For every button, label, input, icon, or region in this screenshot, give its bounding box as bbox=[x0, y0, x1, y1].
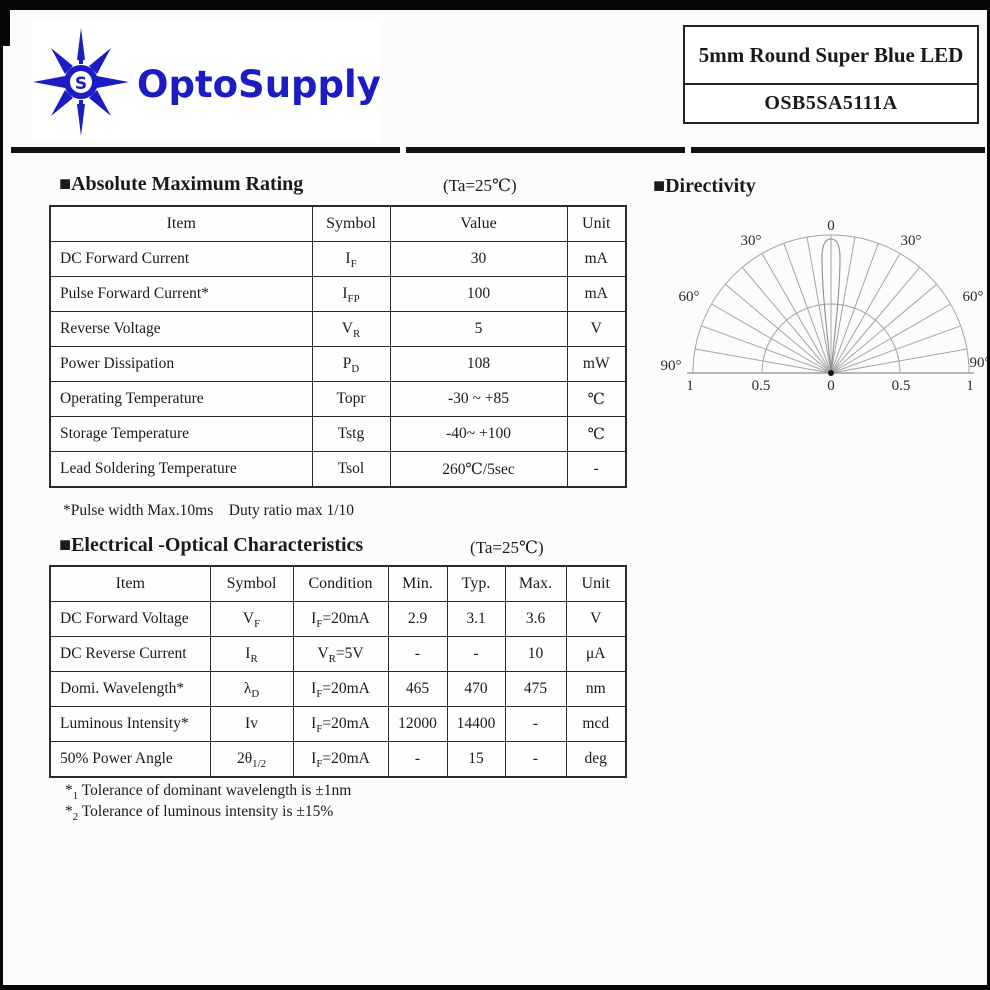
cell-item: Reverse Voltage bbox=[50, 312, 312, 347]
column-header: Value bbox=[390, 206, 567, 242]
abs-max-condition: (Ta=25℃) bbox=[443, 176, 517, 195]
cell-min: - bbox=[388, 742, 447, 778]
cell-cond: $I_F=20mA$ bbox=[293, 707, 388, 742]
cell-sym: Tsol bbox=[312, 452, 390, 488]
column-header: Unit bbox=[567, 206, 626, 242]
eo-footnotes bbox=[65, 782, 351, 824]
cell-cond: $I_F=20mA$ bbox=[293, 672, 388, 707]
table-row bbox=[50, 742, 626, 778]
cell-max: 10 bbox=[505, 637, 566, 672]
cell-sym: $P_D$ bbox=[312, 347, 390, 382]
table-row bbox=[50, 637, 626, 672]
abs-max-table bbox=[49, 205, 627, 488]
cell-cond: $I_F=20mA$ bbox=[293, 602, 388, 637]
abs-max-table-head bbox=[50, 206, 626, 242]
svg-text:S: S bbox=[74, 74, 88, 94]
column-header: Condition bbox=[293, 566, 388, 602]
cell-unit: ℃ bbox=[567, 382, 626, 417]
cell-typ: 15 bbox=[447, 742, 505, 778]
cell-typ: 14400 bbox=[447, 707, 505, 742]
product-title: 5mm Round Super Blue LED bbox=[685, 27, 977, 85]
cell-item: Pulse Forward Current* bbox=[50, 277, 312, 312]
column-header: Unit bbox=[566, 566, 626, 602]
cell-unit: nm bbox=[566, 672, 626, 707]
cell-value: -30 ~ +85 bbox=[390, 382, 567, 417]
table-row bbox=[50, 312, 626, 347]
directivity-polar-chart bbox=[643, 200, 990, 410]
header-divider bbox=[11, 147, 985, 153]
radial-label-0: 0 bbox=[827, 378, 835, 394]
eo-table bbox=[49, 565, 627, 778]
table-row bbox=[50, 452, 626, 488]
angle-label-0: 0 bbox=[827, 218, 835, 234]
cell-sym: Tstg bbox=[312, 417, 390, 452]
cell-unit: mA bbox=[567, 242, 626, 277]
column-header: Symbol bbox=[210, 566, 293, 602]
table-row bbox=[50, 382, 626, 417]
cell-unit: deg bbox=[566, 742, 626, 778]
table-row bbox=[50, 347, 626, 382]
cell-unit: ℃ bbox=[567, 417, 626, 452]
table-row bbox=[50, 242, 626, 277]
footnote-line: $*_1$ Tolerance of dominant wavelength is ±1nm bbox=[65, 782, 352, 803]
cell-item: Storage Temperature bbox=[50, 417, 312, 452]
cell-min: 2.9 bbox=[388, 602, 447, 637]
column-header: Symbol bbox=[312, 206, 390, 242]
cell-cond: $I_F=20mA$ bbox=[293, 742, 388, 778]
cell-value: 108 bbox=[390, 347, 567, 382]
column-header: Item bbox=[50, 206, 312, 242]
cell-unit: V bbox=[566, 602, 626, 637]
cell-cond: $V_R=5V$ bbox=[293, 637, 388, 672]
angle-label-30-left: 30° bbox=[740, 233, 762, 249]
cell-item: DC Reverse Current bbox=[50, 637, 210, 672]
cell-sym: $2\theta_{1/2}$ bbox=[210, 742, 293, 778]
part-number: OSB5SA5111A bbox=[764, 92, 898, 114]
table-row bbox=[50, 602, 626, 637]
table-row bbox=[50, 707, 626, 742]
polar-origin-dot bbox=[828, 370, 834, 376]
eo-condition: (Ta=25℃) bbox=[470, 538, 544, 557]
cell-sym: $\lambda_D$ bbox=[210, 672, 293, 707]
angle-label-90-left: 90° bbox=[660, 358, 682, 374]
abs-max-title: ■Absolute Maximum Rating bbox=[59, 173, 304, 195]
radial-label-1-right: 1 bbox=[966, 378, 974, 394]
cell-typ: 3.1 bbox=[447, 602, 505, 637]
table-row bbox=[50, 277, 626, 312]
cell-item: DC Forward Voltage bbox=[50, 602, 210, 637]
cell-max: 3.6 bbox=[505, 602, 566, 637]
eo-title: ■Electrical -Optical Characteristics bbox=[59, 534, 364, 556]
angle-label-60-left: 60° bbox=[678, 289, 700, 305]
optosupply-logo bbox=[31, 22, 381, 142]
cell-typ: 470 bbox=[447, 672, 505, 707]
footnote-line: $*_2$ Tolerance of luminous intensity is ±15% bbox=[65, 803, 334, 824]
cell-item: 50% Power Angle bbox=[50, 742, 210, 778]
cell-sym: $V_R$ bbox=[312, 312, 390, 347]
column-header: Max. bbox=[505, 566, 566, 602]
cell-sym: $I_F$ bbox=[312, 242, 390, 277]
cell-value: -40~ +100 bbox=[390, 417, 567, 452]
cell-sym: Iv bbox=[210, 707, 293, 742]
cell-typ: - bbox=[447, 637, 505, 672]
cell-min: 12000 bbox=[388, 707, 447, 742]
angle-label-60-right: 60° bbox=[962, 289, 984, 305]
radial-label-05-right: 0.5 bbox=[891, 378, 911, 394]
cell-value: 260℃/5sec bbox=[390, 452, 567, 488]
radial-label-1-left: 1 bbox=[686, 378, 694, 394]
table-header-row bbox=[50, 206, 626, 242]
table-header-row bbox=[50, 566, 626, 602]
product-title-box bbox=[683, 25, 979, 124]
abs-max-table-body bbox=[50, 242, 626, 488]
cell-sym: $I_{FP}$ bbox=[312, 277, 390, 312]
cell-unit: μA bbox=[566, 637, 626, 672]
cell-min: 465 bbox=[388, 672, 447, 707]
cell-sym: $I_R$ bbox=[210, 637, 293, 672]
table-row bbox=[50, 672, 626, 707]
starburst-s-icon bbox=[31, 26, 131, 138]
eo-table-body bbox=[50, 602, 626, 778]
cell-value: 100 bbox=[390, 277, 567, 312]
cell-unit: mW bbox=[567, 347, 626, 382]
radial-label-05-left: 0.5 bbox=[751, 378, 771, 394]
cell-item: Domi. Wavelength* bbox=[50, 672, 210, 707]
cell-min: - bbox=[388, 637, 447, 672]
cell-item: Luminous Intensity* bbox=[50, 707, 210, 742]
cell-item: DC Forward Current bbox=[50, 242, 312, 277]
cell-max: 475 bbox=[505, 672, 566, 707]
directivity-title: ■Directivity bbox=[653, 175, 756, 197]
cell-unit: mA bbox=[567, 277, 626, 312]
cell-item: Operating Temperature bbox=[50, 382, 312, 417]
cell-sym: $V_F$ bbox=[210, 602, 293, 637]
cell-value: 30 bbox=[390, 242, 567, 277]
angle-label-90-right: 90° bbox=[969, 355, 990, 371]
cell-unit: V bbox=[567, 312, 626, 347]
cell-item: Lead Soldering Temperature bbox=[50, 452, 312, 488]
cell-unit: - bbox=[567, 452, 626, 488]
cell-sym: Topr bbox=[312, 382, 390, 417]
scan-edge-artifact bbox=[0, 8, 10, 46]
cell-value: 5 bbox=[390, 312, 567, 347]
cell-max: - bbox=[505, 707, 566, 742]
column-header: Min. bbox=[388, 566, 447, 602]
column-header: Typ. bbox=[447, 566, 505, 602]
cell-unit: mcd bbox=[566, 707, 626, 742]
cell-item: Power Dissipation bbox=[50, 347, 312, 382]
logo-wordmark: OptoSupply bbox=[137, 62, 381, 106]
table-row bbox=[50, 417, 626, 452]
column-header: Item bbox=[50, 566, 210, 602]
abs-max-footnote: *Pulse width Max.10ms Duty ratio max 1/10 bbox=[63, 502, 355, 519]
angle-label-30-right: 30° bbox=[900, 233, 922, 249]
cell-max: - bbox=[505, 742, 566, 778]
eo-table-head bbox=[50, 566, 626, 602]
